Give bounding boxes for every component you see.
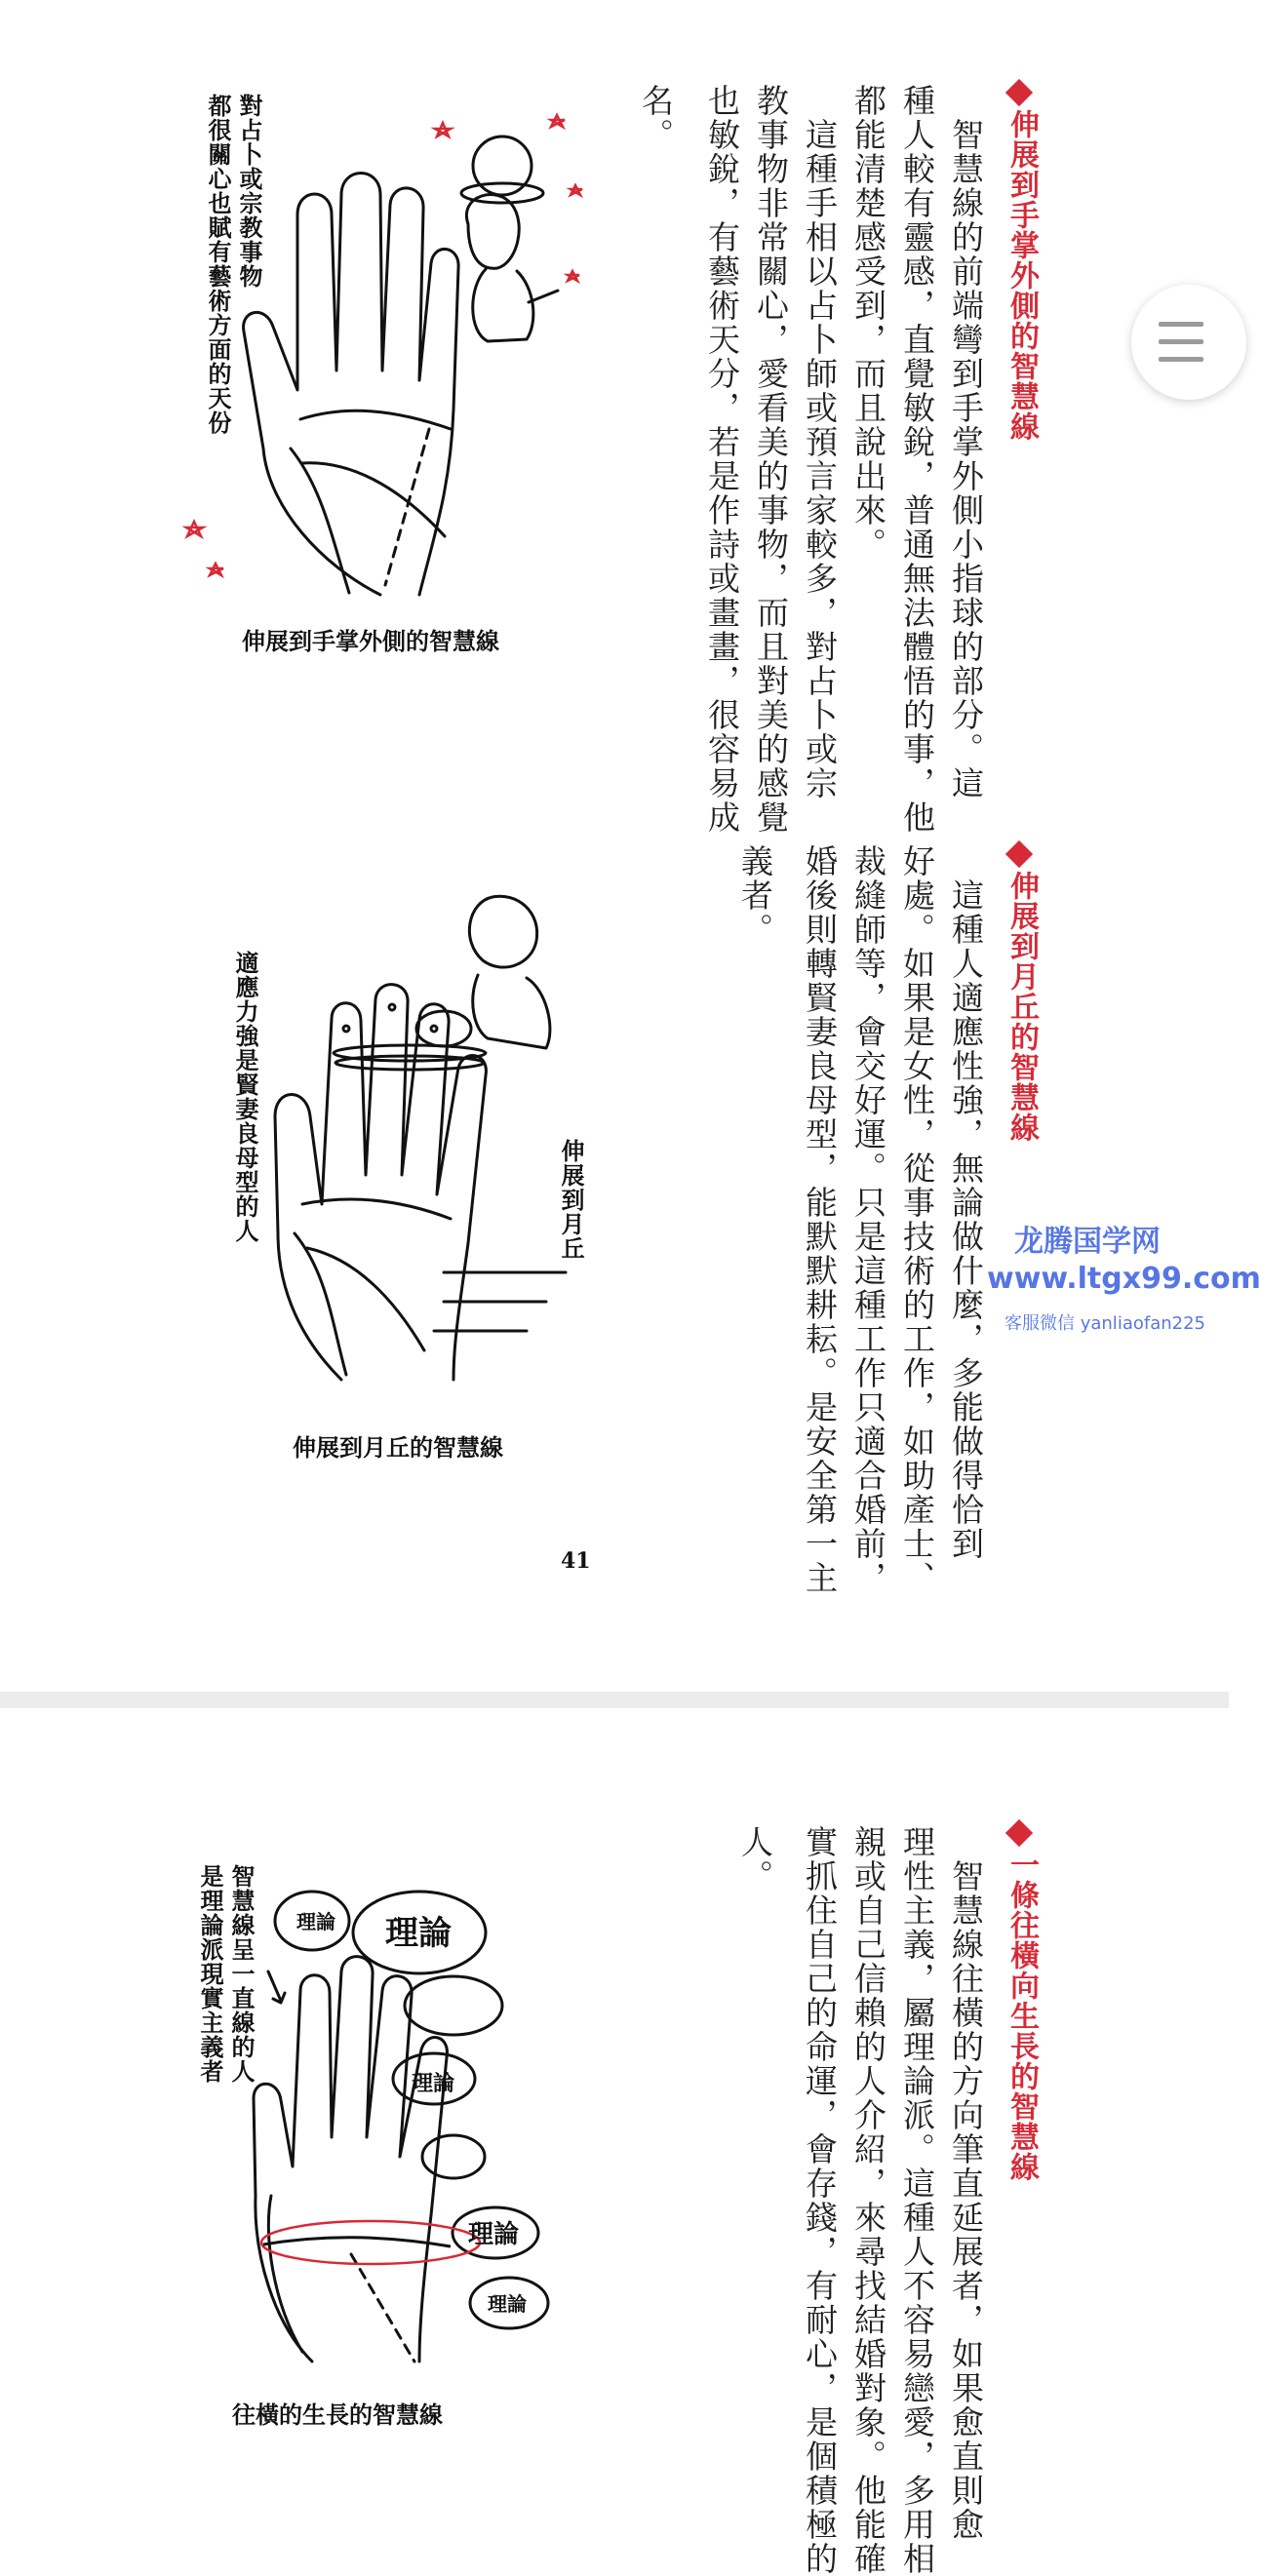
figure-caption: 伸展到月丘的智慧線 [293,1434,503,1462]
section-heading-outer-palm: 伸展到手掌外側的智慧線 [1005,109,1039,442]
body-column: 種人較有靈感，直覺敏銳，普通無法體悟的事，他 [898,84,936,835]
bubble-text: 理論 [385,1914,452,1953]
palm-illustration-moon [234,882,585,1389]
body-column: 人。 [736,1825,774,1893]
body-column: 好處。如果是女性，從事技術的工作，如助產士、 [898,844,936,1595]
illustration-note: 適應力強是賢妻良母型的人 [231,951,258,1243]
body-column: 名。 [637,84,675,152]
illustration-note: 是理論派現實主義者 [196,1864,223,2084]
illustration-note: 智慧線呈一直線的人 [227,1864,255,2084]
body-column: 親或自己信賴的人介紹，來尋找結婚對象。他能確 [849,1825,887,2576]
body-column: 裁縫師等，會交好運。只是這種工作只適合婚前， [849,844,887,1595]
illustration-note: 都很關心也賦有藝術方面的天份 [204,94,231,435]
menu-button[interactable] [1131,285,1246,400]
illustration-note: 對占卜或宗教事物 [235,94,262,289]
body-column: 婚後則轉賢妻良母型，能默默耕耘。是安全第一主 [801,844,839,1595]
bubble-text: 理論 [296,1910,335,1933]
palm-illustration-outer [176,78,585,624]
heading-bullet-icon [1005,840,1033,868]
palm-illustration-horizontal [195,1845,585,2391]
body-column: 智慧線往橫的方向筆直延展者，如果愈直則愈 [947,1825,985,2542]
body-column: 義者。 [736,844,774,947]
body-column: 理性主義，屬理論派。這種人不容易戀愛，多用相 [898,1825,936,2576]
bubble-text: 理論 [488,2292,527,2316]
body-column: 教事物非常關心，愛看美的事物，而且對美的感覺 [752,84,790,835]
page-number: 41 [561,1548,591,1574]
body-column: 實抓住自己的命運，會存錢，有耐心，是個積極的 [801,1825,839,2576]
section-heading-horizontal-line: 一條往橫向生長的智慧線 [1005,1850,1039,2182]
watermark-contact: 客服微信 yanliaofan225 [1005,1313,1205,1334]
body-column: 智慧線的前端彎到手掌外側小指球的部分。這 [947,84,985,800]
bubble-text: 理論 [412,2072,455,2096]
figure-caption: 往橫的生長的智慧線 [232,2401,443,2429]
body-column: 也敏銳，有藝術天分，若是作詩或畫畫，很容易成 [703,84,741,835]
figure-caption: 伸展到手掌外側的智慧線 [242,628,499,655]
section-heading-moon-mount: 伸展到月丘的智慧線 [1005,871,1039,1143]
watermark-title: 龙腾国学网 [1014,1225,1161,1259]
illustration-label: 伸展到月丘 [557,1139,584,1261]
bubble-text: 理論 [468,2220,520,2249]
page-divider [0,1692,1229,1708]
heading-bullet-icon [1005,1819,1033,1847]
heading-bullet-icon [1005,79,1033,106]
watermark-url: www.ltgx99.com [987,1262,1261,1296]
body-column: 這種手相以占卜師或預言家較多，對占卜或宗 [801,84,839,800]
book-page-42 [0,1708,1229,2576]
body-column: 都能清楚感受到，而且說出來。 [849,84,887,562]
body-column: 這種人適應性強，無論做什麼，多能做得恰到 [947,844,985,1561]
